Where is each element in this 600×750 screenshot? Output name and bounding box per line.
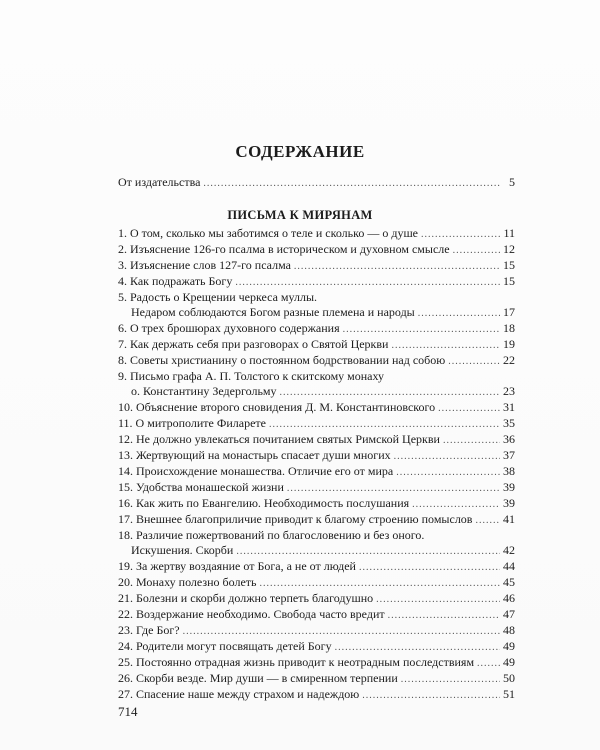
leader-dots [280,385,500,400]
leader-dots [396,465,500,480]
toc-entry-page: 23 [503,384,515,398]
toc-entry-2 [118,242,515,258]
toc-entry-page: 31 [503,400,515,414]
leader-dots [418,306,500,321]
toc-entry-page: 15 [503,274,515,288]
toc-entry-title: 7. Как держать себя при разговорах о Святой Церкви [118,337,389,351]
leader-dots [453,243,500,258]
leader-dots [448,354,500,369]
leader-dots [294,259,500,274]
toc-entry-page: 41 [503,512,515,526]
toc-entry-title: 14. Происхождение монашества. Отличие его от мира [118,464,394,478]
leader-dots [362,688,500,703]
toc-entry-1 [118,226,515,242]
toc-entry-title: 6. О трех брошюрах духовного содержания [118,321,340,335]
toc-entry-7 [118,337,515,353]
toc-entry-page: 17 [503,305,515,319]
toc-entry-title: Искушения. Скорби [131,543,234,557]
leader-dots [203,176,500,191]
toc-entry-title: 3. Изъяснение слов 127-го псалма [118,258,291,272]
toc-entry-24 [118,639,515,655]
toc-entry-page: 36 [503,432,515,446]
leader-dots [401,672,500,687]
toc-entry-14 [118,464,515,480]
toc-entry-title: 12. Не должно увлекаться почитанием святых Римской Церкви [118,432,440,446]
toc-entry-title: 11. О митрополите Филарете [118,416,266,430]
toc-entry-9-first-line: 9. Письмо графа А. П. Толстого к скитскому монаху [118,369,385,383]
leader-dots [343,322,500,337]
leader-dots [438,401,500,416]
toc-entry-3 [118,258,515,274]
toc-entry-title: 15. Удобства монашеской жизни [118,480,284,494]
toc-entry-page: 15 [503,258,515,272]
toc-entry-5 [131,305,515,321]
page-number: 714 [118,704,138,719]
toc-entry-title: 8. Советы христианину о постоянном бодрствовании над собою [118,353,446,367]
toc-entry-8 [118,353,515,369]
toc-entry-page: 49 [503,639,515,653]
leader-dots [236,544,500,559]
toc-entry-page: 51 [503,687,515,701]
toc-entry-title: 22. Воздержание необходимо. Свобода часто вредит [118,607,385,621]
toc-entry-17 [118,512,515,528]
leader-dots [394,449,500,464]
toc-entry-page: 46 [503,591,515,605]
toc-entry-page: 35 [503,416,515,430]
leader-dots [335,640,500,655]
toc-entry-title: 4. Как подражать Богу [118,274,233,288]
toc-entry-title: 24. Родители могут посвящать детей Богу [118,639,332,653]
toc-entry-page: 11 [503,226,515,240]
toc-entry-27 [118,687,515,703]
leader-dots [475,513,500,528]
toc-entry-page: 42 [503,543,515,557]
leader-dots [421,227,500,242]
toc-entry-title: 2. Изъяснение 126-го псалма в историческом и духовном смысле [118,242,450,256]
toc-entry-title: 10. Объяснение второго сновидения Д. М. Константиновского [118,400,436,414]
toc-entry-6 [118,321,515,337]
toc-entry-title: 21. Болезни и скорби должно терпеть благодушно [118,591,374,605]
toc-entry-16 [118,496,515,512]
toc-entry-26 [118,671,515,687]
toc-entry-page: 44 [503,559,515,573]
toc-entry-11 [118,416,515,432]
toc-entry-title: 23. Где Бог? [118,623,180,637]
section-heading: ПИСЬМА К МИРЯНАМ [227,208,373,222]
toc-entry-page: 18 [503,321,515,335]
leader-dots [477,656,500,671]
toc-entry-title: 20. Монаху полезно болеть [118,575,257,589]
toc-entry-title: 27. Спасение наше между страхом и надеждою [118,687,360,701]
toc-entry-22 [118,607,515,623]
toc-entry-18 [131,543,515,559]
toc-entry-title: Недаром соблюдаются Богом разные племена и народы [131,305,415,319]
toc-entry-title: 19. За жертву воздаяние от Бога, а не от людей [118,559,356,573]
toc-entry-title: 13. Жертвующий на монастырь спасает души многих [118,448,391,462]
toc-entry-25 [118,655,515,671]
toc-entry-page: 19 [503,337,515,351]
toc-entry-page: 22 [503,353,515,367]
leader-dots [287,481,500,496]
toc-entry-title: 26. Скорби везде. Мир души — в смиренном терпении [118,671,398,685]
toc-entry-page: 39 [503,496,515,510]
toc-entry-page: 39 [503,480,515,494]
page-title: СОДЕРЖАНИЕ [235,142,365,161]
toc-entry-20 [118,575,515,591]
toc-entry-page: 45 [503,575,515,589]
toc-entry-page: 48 [503,623,515,637]
toc-entry-page: 50 [503,671,515,685]
leader-dots [376,592,500,607]
toc-entry-4 [118,274,515,290]
toc-entry-5-first-line: 5. Радость о Крещении черкеса муллы. [118,290,318,304]
toc-entry-page: 5 [509,175,515,189]
toc-entry-preface [118,175,515,191]
toc-entry-page: 12 [503,242,515,256]
toc-entry-title: 17. Внешнее благоприличие приводит к благому строению помыслов [118,512,473,526]
toc-entry-12 [118,432,515,448]
toc-entry-title: о. Константину Зедергольму [131,384,277,398]
toc-entry-15 [118,480,515,496]
toc-entry-page: 49 [503,655,515,669]
toc-entry-23 [118,623,515,639]
toc-entry-18-first-line: 18. Различие пожертвований по благословению и без оного. [118,528,425,542]
leader-dots [260,576,500,591]
leader-dots [388,608,500,623]
leader-dots [235,275,500,290]
leader-dots [359,560,500,575]
toc-entry-title: 25. Постоянно отрадная жизнь приводит к неотрадным последствиям [118,655,475,669]
toc-entry-page: 37 [503,448,515,462]
toc-entry-13 [118,448,515,464]
toc-entry-title: 1. О том, сколько мы заботимся о теле и сколько — о душе [118,226,419,240]
leader-dots [412,497,500,512]
toc-entry-19 [118,559,515,575]
toc-entry-title: 16. Как жить по Евангелию. Необходимость послушания [118,496,410,510]
toc-entry-page: 38 [503,464,515,478]
leader-dots [183,624,500,639]
leader-dots [391,338,500,353]
toc-entry-page: 47 [503,607,515,621]
toc-entry-title: От издательства [118,175,201,189]
toc-entry-21 [118,591,515,607]
leader-dots [443,433,500,448]
toc-entry-9 [131,384,515,400]
leader-dots [269,417,500,432]
toc-entry-10 [118,400,515,416]
